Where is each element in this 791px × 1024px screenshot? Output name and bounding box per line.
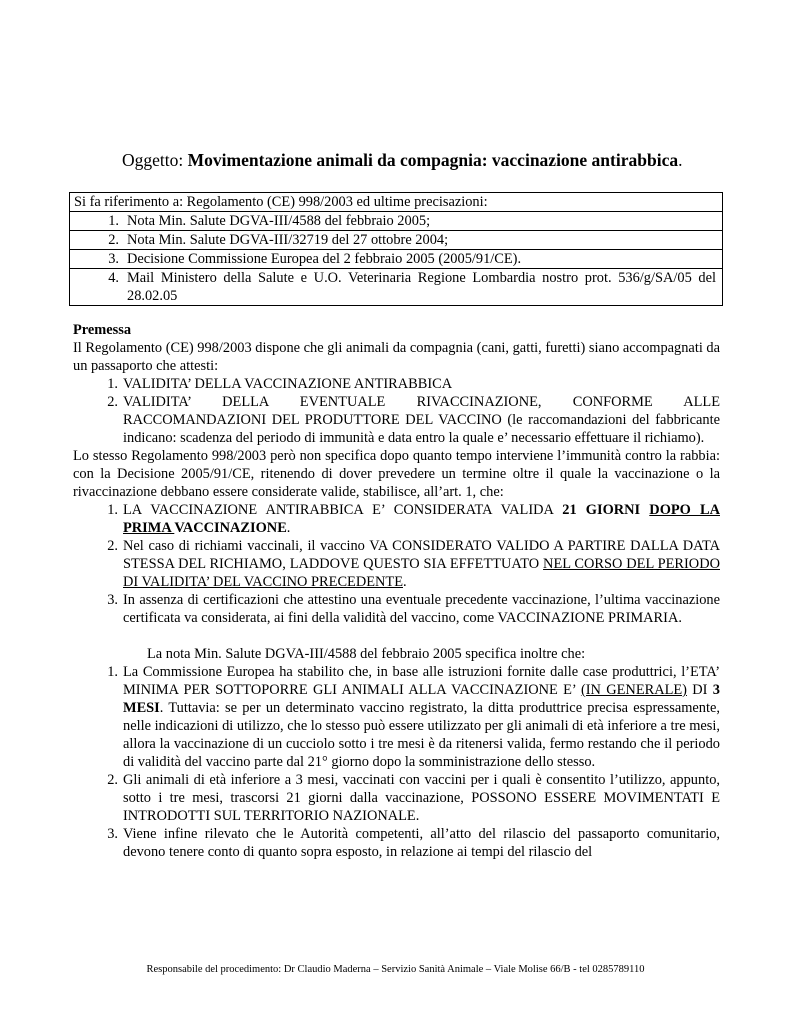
rule-underlined-text: NEL CORSO DEL PERIODO DI VALIDITA’ DEL VACCINO PRECEDENTE <box>123 556 720 590</box>
reference-text: Nota Min. Salute DGVA-III/32719 del 27 ottobre 2004; <box>127 232 449 248</box>
list-item <box>73 393 720 447</box>
list-text: Gli animali di età inferiore a 3 mesi, vaccinati con vaccini per i quali è consentito l’utilizzo, appunto, sotto i tre mesi, trascorsi 21 giorni dalla vaccinazione, POSSONO ESSERE MOVIMENTATI E INTRODOTTI SUL TERRITORIO NAZIONALE. <box>123 772 720 824</box>
premessa-intro: Il Regolamento (CE) 998/2003 dispone che gli animali da compagnia (cani, gatti, furetti) siano accompagnati da un passaporto che attesti: <box>73 340 720 374</box>
reference-item <box>70 230 722 249</box>
reference-item <box>70 268 722 305</box>
nota-underlined-text: (IN GENERALE) <box>580 682 687 698</box>
title-suffix: . <box>678 150 683 170</box>
nota-intro: La nota Min. Salute DGVA-III/4588 del febbraio 2005 specifica inoltre che: <box>147 646 586 662</box>
list-text: VALIDITA’ DELLA VACCINAZIONE ANTIRABBICA <box>123 376 453 392</box>
list-item <box>73 591 720 627</box>
regulation-paragraph: Lo stesso Regolamento 998/2003 però non specifica dopo quanto tempo interviene l’immunità contro la rabbia: con la Decisione 2005/91/CE, ritenendo di dover prevedere un termine oltre il quale la vaccinazione o la rivaccinazione debbano essere considerate valide, stabilisce, all’art. 1, che: <box>73 448 720 500</box>
list-text: VALIDITA’ DELLA EVENTUALE RIVACCINAZIONE, CONFORME ALLE RACCOMANDAZIONI DEL PRODUTTORE DEL VACCINO (le raccomandazioni del fabbricante indicano: scadenza del periodo di immunità e data entro la quale e’ necessario effettuare il richiamo). <box>123 394 720 446</box>
passport-requirements-list <box>73 375 720 447</box>
rule-bold-text: VACCINAZIONE <box>174 520 287 536</box>
decision-rules-list <box>73 501 720 627</box>
list-number: 1. <box>107 502 118 518</box>
list-item <box>73 375 720 393</box>
list-item <box>73 501 720 537</box>
rule-punctuation: . <box>286 520 291 536</box>
list-item <box>73 537 720 591</box>
list-item <box>73 771 720 825</box>
list-number: 2. <box>107 394 118 410</box>
rule-underlined-text: DOPO LA PRIMA <box>123 502 720 536</box>
nota-text: La Commissione Europea ha stabilito che, in base alle istruzioni fornite dalle case produttrici, l’ETA’ MINIMA PER SOTTOPORRE GLI ANIMALI ALLA VACCINAZIONE E’ <box>123 664 720 698</box>
nota-text: . Tuttavia: se per un determinato vaccino registrato, la ditta produttrice precisa espressamente, nelle indicazioni di utilizzo, che lo stesso può essere utilizzato per gli animali di età inferiore a tre mesi, allora la vaccinazione di un cucciolo sotto i tre mesi è da ritenersi valida, fermo restando che il periodo di validità del vaccino parte dal 21° giorno dopo la somministrazione dello stesso. <box>123 700 721 770</box>
nota-bold-text: 3 MESI <box>123 682 720 716</box>
reference-number: 2. <box>108 232 119 248</box>
list-number: 1. <box>107 664 118 680</box>
list-number: 2. <box>107 772 118 788</box>
document-title <box>122 149 682 171</box>
list-item <box>73 663 720 771</box>
list-number: 1. <box>107 376 118 392</box>
list-text: Viene infine rilevato che le Autorità competenti, all’atto del rilascio del passaporto comunitario, devono tenere conto di quanto sopra esposto, in relazione ai tempi del rilascio del <box>123 826 720 860</box>
list-number: 2. <box>107 538 118 554</box>
reference-text: Decisione Commissione Europea del 2 febbraio 2005 (2005/91/CE). <box>127 251 522 267</box>
reference-item <box>70 249 722 268</box>
title-subject: Movimentazione animali da compagnia: vaccinazione antirabbica <box>187 150 679 170</box>
title-prefix: Oggetto: <box>122 150 188 170</box>
reference-number: 1. <box>108 213 119 229</box>
rule-text: Nel caso di richiami vaccinali, il vaccino VA CONSIDERATO VALIDO A PARTIRE DALLA DATA STESSA DEL RICHIAMO, LADDOVE QUESTO SIA EFFETTUATO <box>123 538 720 572</box>
list-text <box>123 501 720 537</box>
list-number: 3. <box>107 826 118 842</box>
references-intro: Si fa riferimento a: Regolamento (CE) 998/2003 ed ultime precisazioni: <box>74 194 488 210</box>
rule-punctuation: . <box>403 574 407 590</box>
nota-list <box>73 663 720 861</box>
list-text <box>123 663 720 771</box>
reference-text: Mail Ministero della Salute e U.O. Veterinaria Regione Lombardia nostro prot. 536/g/SA/05 del 28.02.05 <box>127 270 716 304</box>
rule-text: LA VACCINAZIONE ANTIRABBICA E’ CONSIDERATA VALIDA <box>123 502 563 518</box>
list-text <box>123 537 720 591</box>
section-heading: Premessa <box>73 322 132 338</box>
list-text: In assenza di certificazioni che attestino una eventuale precedente vaccinazione, l’ultima vaccinazione certificata va considerata, ai fini della validità del vaccino, come VACCINAZIONE PRIMARIA. <box>123 592 720 626</box>
reference-number: 3. <box>108 251 119 267</box>
nota-text: DI <box>686 682 713 698</box>
document-body <box>73 321 720 861</box>
list-number: 3. <box>107 592 118 608</box>
list-item <box>73 825 720 861</box>
reference-text: Nota Min. Salute DGVA-III/4588 del febbraio 2005; <box>127 213 431 229</box>
reference-item <box>70 211 722 230</box>
rule-bold-days: 21 GIORNI <box>562 502 650 518</box>
references-box <box>69 192 723 306</box>
page-footer: Responsabile del procedimento: Dr Claudio Maderna – Servizio Sanità Animale – Viale Molise 66/B - tel 0285789110 <box>146 964 645 975</box>
reference-number: 4. <box>108 270 119 286</box>
